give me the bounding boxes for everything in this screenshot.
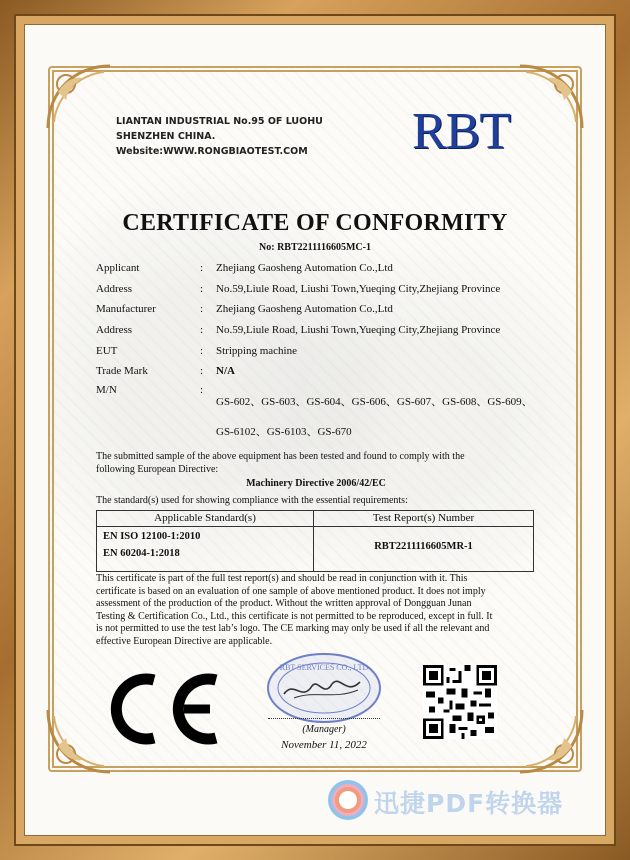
- company-address: [116, 114, 416, 159]
- field-label-applicant: Applicant: [96, 262, 140, 274]
- watermark-text: 迅捷PDF转换器: [374, 789, 564, 818]
- field-value-eut: Stripping machine: [216, 345, 297, 357]
- corner-ornament-icon: [516, 706, 586, 776]
- standard-1: EN ISO 12100-1:2010: [103, 531, 201, 542]
- directive-name: Machinery Directive 2006/42/EC: [246, 478, 386, 489]
- field-colon: :: [200, 303, 204, 315]
- field-colon: :: [200, 365, 204, 377]
- table-header-standards: Applicable Standard(s): [97, 511, 314, 527]
- field-value-model-line-2: GS-6102、GS-6103、GS-670: [216, 426, 352, 438]
- field-colon: :: [200, 324, 204, 336]
- ce-mark-icon: [104, 672, 222, 746]
- disclaimer-line-6: effective European Directive are applicable.: [96, 635, 273, 647]
- field-value-manufacturer: Zhejiang Gaosheng Automation Co.,Ltd: [216, 303, 393, 315]
- table-header-report: Test Report(s) Number: [314, 511, 533, 527]
- field-value-applicant: Zhejiang Gaosheng Automation Co.,Ltd: [216, 262, 393, 274]
- disclaimer-line-4: Testing & Certification Co., Ltd., this certificate is not permitted to be reproduced, except in full. It: [96, 610, 493, 622]
- field-value-model-line-1: GS-602、GS-603、GS-604、GS-606、GS-607、GS-608、GS-609、: [216, 396, 533, 408]
- company-website: Website:WWW.RONGBIAOTEST.COM: [116, 146, 308, 157]
- field-colon: :: [200, 262, 204, 274]
- disclaimer: [96, 573, 546, 648]
- certificate-number: No: RBT2211116605MC-1: [259, 242, 371, 253]
- field-label-trade-mark: Trade Mark: [96, 365, 148, 377]
- compliance-line-1: The submitted sample of the above equipment has been tested and found to comply with the: [96, 451, 465, 462]
- compliance-statement: [96, 451, 546, 476]
- field-colon: :: [200, 345, 204, 357]
- rbt-logo: RBT: [412, 103, 511, 160]
- standards-intro: The standard(s) used for showing compliance with the essential requirements:: [96, 495, 408, 506]
- field-label-model: M/N: [96, 384, 117, 396]
- signature-line: [268, 718, 380, 719]
- qr-code-icon: [423, 665, 497, 739]
- field-label-manufacturer: Manufacturer: [96, 303, 156, 315]
- converter-logo-icon: [328, 780, 368, 820]
- corner-ornament-icon: [44, 62, 114, 132]
- standards-table: [96, 510, 534, 572]
- compliance-line-2: following European Directive:: [96, 463, 219, 475]
- field-colon: :: [200, 384, 204, 396]
- field-value-trade-mark: N/A: [216, 365, 235, 377]
- seal-text: RBT SERVICES CO., LTD: [279, 663, 369, 672]
- company-line-1: LIANTAN INDUSTRIAL No.95 OF LUOHU: [116, 116, 323, 127]
- pdf-converter-watermark: [328, 780, 608, 824]
- disclaimer-line-5: is not permitted to use the test lab’s logo. The CE marking may only be used if all the relevant and: [96, 623, 490, 634]
- issue-date: November 11, 2022: [281, 739, 367, 751]
- field-label-eut: EUT: [96, 345, 118, 357]
- test-report-number: RBT2211116605MR-1: [374, 541, 473, 552]
- field-colon: :: [200, 283, 204, 295]
- field-label-address: Address: [96, 283, 133, 295]
- company-line-2: SHENZHEN CHINA.: [116, 131, 216, 142]
- field-value-manufacturer-address: No.59,Liule Road, Liushi Town,Yueqing City,Zhejiang Province: [216, 324, 501, 336]
- field-label-manufacturer-address: Address: [96, 324, 133, 336]
- disclaimer-line-3: assessment of the production of the product. Without the written approval of Dongguan Junan: [96, 598, 472, 609]
- disclaimer-line-2: certificate is based on an evaluation of one sample of above mentioned product. It does not imply: [96, 585, 486, 597]
- disclaimer-line-1: This certificate is part of the full test report(s) and should be read in conjunction with it. This: [96, 573, 468, 584]
- standard-2: EN 60204-1:2018: [103, 548, 180, 559]
- field-value-address: No.59,Liule Road, Liushi Town,Yueqing City,Zhejiang Province: [216, 283, 501, 295]
- company-seal-icon: [264, 650, 384, 726]
- manager-label: (Manager): [302, 724, 346, 735]
- certificate-title: CERTIFICATE OF CONFORMITY: [122, 210, 508, 236]
